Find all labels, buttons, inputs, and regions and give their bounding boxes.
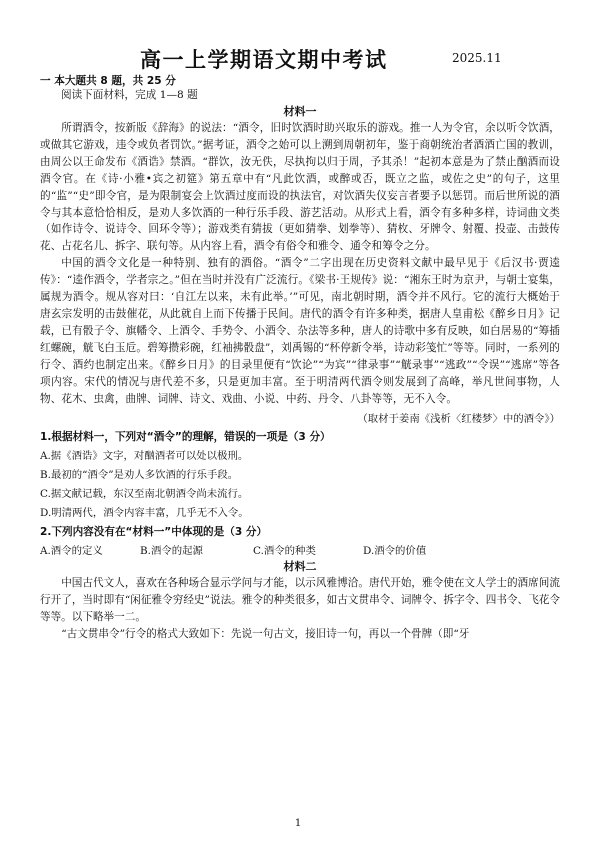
question-2-option-a: A.酒令的定义 bbox=[40, 545, 103, 558]
section-heading: 一 本大题共 8 题，共 25 分 bbox=[40, 75, 176, 87]
header bbox=[0, 44, 596, 74]
exam-title: 高一上学期语文期中考试 bbox=[140, 48, 388, 72]
page-number: 1 bbox=[294, 818, 302, 829]
question-1-option-c: C.据文献记载，东汉至南北朝酒令尚未流行。 bbox=[40, 488, 249, 501]
material-2-title: 材料二 bbox=[283, 560, 317, 574]
material-1-paragraph-2: 中国的酒令文化是一种特别、独有的酒俗。“酒令”二字出现在历史资料文献中最早见于《后汉书·贾逵传》：“逵作酒令，学者宗之。”但在当时并没有广泛流行。《梁书·王规传》说：“湘东王时为京尹，与朝士宴集，属规为酒令。规从容对曰：‘自江左以来，未有此举。’”可见，南北朝时期，酒令并不风行。它的流行大概始于唐玄宗发明的击鼓催花，从此就自上而下传播于民间。唐代的酒令有许多种类，据唐人皇甫松《醉乡日月》记载，已有骰子令、旗幡令、上酒令、手势令、小酒令、杂法等多种，唐人的诗歌中多有反映，如白居易的“筹插红螺碗，觥飞白玉卮。碧筹攒彩碗，红袖拂骰盘”，刘禹锡的“杯停新令举，诗动彩笺忙”等等。同时，一系列的行令、酒约也制定出来。《醉乡日月》的目录里便有“饮论”“为宾”“律录事”“觥录事”“逃政”“令误”“逃席”等各项内容。宋代的情况与唐代差不多，只是更加丰富。至于明清两代酒令则发展到了高峰，举凡世间事物，人物、花木、虫禽，曲牌、词牌、诗文、戏曲、小说、中药、丹令、八卦等等，无不入令。 bbox=[40, 257, 560, 405]
material-1-source: （取材于姜南《浅析〈红楼梦〉中的酒令》） bbox=[357, 413, 560, 426]
question-2-option-b: B.酒令的起源 bbox=[140, 545, 203, 558]
section-instruction: 阅读下面材料，完成 1—8 题 bbox=[61, 89, 198, 101]
material-2-paragraph-1: 中国古代文人，喜欢在各种场合显示学问与才能，以示风雅博洽。唐代开始，雅令使在文人学士的酒席间流行开了，当时即有“闲征雅令穷经史”说法。雅令的种类很多，如古文贯串令、词牌令、拆字令、四书令、飞花令等等。以下略举一二。 bbox=[40, 577, 560, 624]
material-1-paragraph-1: 所谓酒令，按新版《辞海》的说法：“酒令，旧时饮酒时助兴取乐的游戏。推一人为令官，余以听令饮酒，或做其它游戏，违令或负者罚饮。”据考证，酒令之始可以上溯到周朝初年，鉴于商朝统治者酒酒亡国的教训，由周公以王命发布《酒诰》禁酒。“群饮，汝无佚，尽执拘以归于周，予其杀！”起初本意是为了禁止酗酒而设酒令官。在《诗·小雅•宾之初筵》第五章中有“凡此饮酒，或醉或否，既立之监，或佐之史”的句子，这里的“监”“史”即令官，是为限制宴会上饮酒过度而设的执法官，对饮酒失仪妄言者要予以惩罚。而后世所说的酒令与其本意恰恰相反，是劝人多饮酒的一种行乐手段、游艺活动。从形式上看，酒令有多种多样，诗词曲文类（如作诗令、说诗令、回环令等）；游戏类有猜拔（更如猜拳、划拳等）、猜枚、牙牌令、射覆、投壶、击鼓传花、占花名儿、拆字、联句等。从内容上看，酒令有俗令和雅令、通令和筹令之分。 bbox=[40, 122, 560, 253]
question-2-stem: 2.下列内容没有在“材料一”中体现的是（3 分） bbox=[40, 526, 268, 539]
question-1-option-a: A.据《酒诰》文字，对酗酒者可以处以极刑。 bbox=[40, 450, 249, 463]
question-2-option-d: D.酒令的价值 bbox=[363, 545, 427, 558]
question-1-stem: 1.根据材料一，下列对“酒令”的理解，错误的一项是（3 分） bbox=[40, 431, 331, 444]
exam-content bbox=[40, 74, 560, 643]
exam-date: 2025.11 bbox=[452, 51, 502, 65]
material-1-title: 材料一 bbox=[283, 105, 317, 118]
question-1-option-b: B.最初的“酒令”是劝人多饮酒的行乐手段。 bbox=[40, 469, 239, 482]
question-1-option-d: D.明清两代，酒令内容丰富，几乎无不入令。 bbox=[40, 507, 249, 520]
question-2-option-c: C.酒令的种类 bbox=[253, 545, 316, 558]
material-2-paragraph-2: “古文贯串令”行令的格式大致如下：先说一句古文，接旧诗一句，再以一个骨牌（即“牙 bbox=[61, 628, 470, 641]
